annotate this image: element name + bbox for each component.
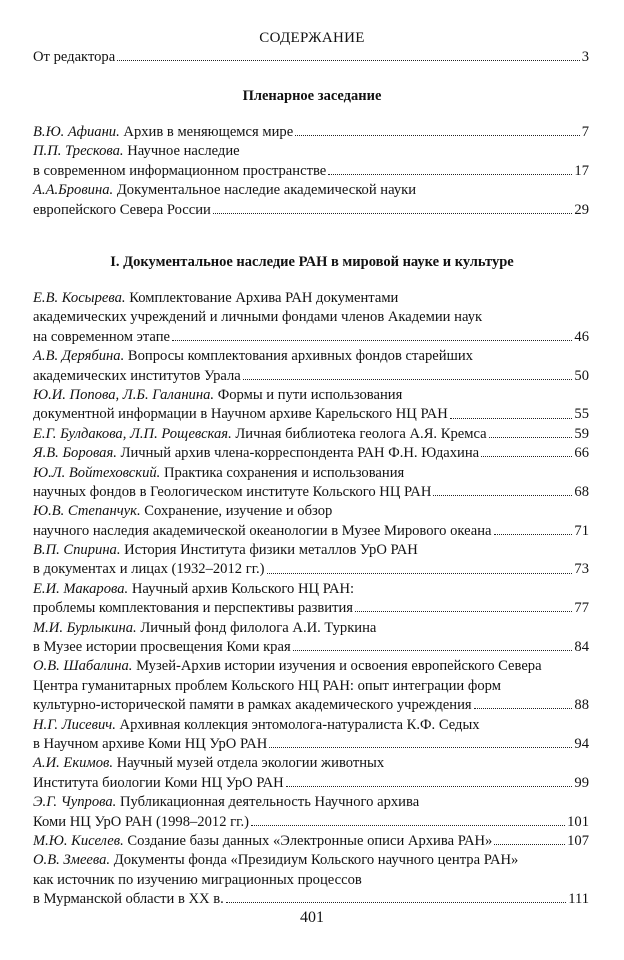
entry-author: О.В. Шабалина. (33, 658, 133, 675)
entry-title: Научный музей отдела экологии животных (116, 755, 385, 772)
leader-dots (489, 437, 573, 438)
toc-line (33, 328, 589, 347)
toc-entry (33, 464, 589, 503)
toc-line (33, 696, 589, 715)
toc-line (33, 464, 589, 483)
page-heading: СОДЕРЖАНИЕ (259, 30, 365, 46)
leader-dots (450, 418, 573, 419)
leader-dots (267, 573, 573, 574)
entry-title: Сохранение, изучение и обзор (144, 503, 333, 520)
toc-line (33, 716, 589, 735)
entry-text (33, 678, 501, 694)
entry-text (33, 638, 291, 657)
entry-text (33, 348, 473, 364)
leader-dots (295, 135, 580, 136)
toc-line (33, 386, 589, 405)
toc-entry (33, 851, 589, 909)
entry-text (33, 425, 487, 444)
toc-entry (33, 123, 589, 142)
toc-line (33, 181, 589, 200)
entry-title: проблемы комплектования и перспективы развития (33, 600, 353, 617)
entry-title: Документальное наследие академической науки (116, 182, 417, 199)
entry-text (33, 201, 211, 220)
leader-dots (494, 534, 573, 535)
entry-text (33, 542, 418, 558)
toc-line (33, 754, 589, 773)
entry-author: Н.Г. Лисевич. (33, 716, 116, 733)
entry-text (33, 483, 431, 502)
entry-text (33, 872, 362, 888)
entry-text (33, 620, 376, 636)
page-number: 401 (300, 909, 324, 926)
entry-title: академических институтов Урала (33, 367, 241, 384)
toc-entry (33, 142, 589, 181)
plenary-title: Пленарное заседание (242, 88, 382, 104)
toc-entry (33, 444, 589, 463)
entry-text (33, 405, 448, 424)
entry-page: 50 (574, 367, 589, 384)
entry-title: История Института физики металлов УрО РАН (124, 542, 418, 559)
section1-title: I. Документальное наследие РАН в мировой науке и культуре (110, 254, 514, 270)
entry-text (33, 309, 482, 325)
entry-title: Научный архив Кольского НЦ РАН: (131, 580, 355, 597)
leader-dots (269, 747, 572, 748)
entry-page: 55 (574, 406, 589, 423)
entry-title: научных фондов в Геологическом институте Кольского НЦ РАН (33, 483, 432, 500)
toc-entry (33, 754, 589, 793)
plenary-list (33, 123, 589, 220)
toc-line (33, 774, 589, 793)
entry-text (33, 794, 419, 810)
entry-author: М.Ю. Киселев. (33, 832, 124, 849)
toc-entry (33, 657, 589, 715)
entry-title: Института биологии Коми НЦ УрО РАН (33, 774, 284, 791)
entry-title: в Музее истории просвещения Коми края (33, 639, 291, 656)
toc-line (33, 483, 589, 502)
entry-page: 68 (574, 483, 589, 500)
toc-line (33, 793, 589, 812)
toc-line (33, 638, 589, 657)
leader-dots (213, 213, 573, 214)
toc-line (33, 48, 589, 67)
entry-page: 59 (574, 425, 589, 442)
toc-entry (33, 502, 589, 541)
entry-page: 71 (574, 522, 589, 539)
toc-line (33, 580, 589, 599)
entry-text (33, 735, 267, 754)
entry-author: В.П. Спирина. (33, 542, 121, 559)
entry-text (33, 444, 479, 463)
entry-text (33, 387, 402, 403)
entry-title: Личная библиотека геолога А.Я. Кремса (235, 425, 487, 442)
entry-page: 73 (574, 561, 589, 578)
entry-title: культурно-исторической памяти в рамках академического учреждения (33, 697, 472, 714)
entry-text (33, 290, 398, 306)
toc-line (33, 425, 589, 444)
entry-author: П.П. Трескова. (33, 143, 124, 160)
entry-title: Публикационная деятельность Научного архива (119, 794, 420, 811)
entry-title: на современном этапе (33, 328, 171, 345)
entry-title: Создание базы данных «Электронные описи Архива РАН» (127, 832, 493, 849)
entry-title: в современном информационном пространстве (33, 162, 327, 179)
entry-author: О.В. Змеева. (33, 852, 111, 869)
entry-title: в Научном архиве Коми НЦ УрО РАН (33, 735, 268, 752)
entry-author: А.А.Бровина. (33, 182, 114, 199)
entry-page: 3 (581, 49, 589, 65)
entry-page: 88 (574, 697, 589, 714)
entry-author: Ю.В. Степанчук. (33, 503, 141, 520)
leader-dots (243, 379, 573, 380)
entry-author: Е.Г. Булдакова, Л.П. Рощевская. (33, 425, 232, 442)
entry-text (33, 774, 284, 793)
toc-entry (33, 386, 589, 425)
leader-dots (293, 650, 573, 651)
entry-page: 107 (567, 832, 589, 849)
toc-entry (33, 289, 589, 347)
toc-line (33, 871, 589, 890)
entry-text (33, 581, 354, 597)
entry-text (33, 465, 404, 481)
entry-text (33, 143, 240, 159)
toc-entry (33, 832, 589, 851)
leader-dots (328, 174, 572, 175)
entry-title: Коми НЦ УрО РАН (1998–2012 гг.) (33, 813, 249, 830)
entry-title: в Мурманской области в XX в. (33, 891, 224, 908)
entry-page: 84 (574, 639, 589, 656)
toc-line (33, 502, 589, 521)
entry-page: 7 (581, 124, 589, 140)
entry-title: Личный фонд филолога А.И. Туркина (140, 619, 377, 636)
leader-dots (474, 708, 573, 709)
entry-page: 77 (574, 600, 589, 617)
entry-text (33, 560, 265, 579)
entry-author: Е.В. Косырева. (33, 290, 126, 306)
entry-author: Ю.Л. Войтеховский. (33, 464, 161, 481)
toc-line (33, 201, 589, 220)
toc-line (33, 405, 589, 424)
entry-text (33, 123, 293, 142)
leader-dots (433, 495, 572, 496)
toc-line (33, 444, 589, 463)
toc-entry (33, 541, 589, 580)
entry-text (33, 755, 384, 771)
toc-line (33, 308, 589, 327)
leader-dots (251, 825, 565, 826)
toc-line (33, 123, 589, 142)
entry-title: Вопросы комплектования архивных фондов старейших (127, 348, 473, 365)
toc-line (33, 367, 589, 386)
toc-line (33, 289, 589, 308)
toc-line (33, 619, 589, 638)
entry-title: Формы и пути использования (217, 386, 403, 403)
toc-entry (33, 347, 589, 386)
entry-title: Научное наследие (127, 143, 240, 160)
entry-title: Личный архив члена-корреспондента РАН Ф.Н. Юдахина (120, 445, 480, 462)
entry-text (33, 890, 224, 909)
entry-text (33, 813, 249, 832)
entry-title: Комплектование Архива РАН документами (129, 290, 399, 306)
entry-text (33, 162, 326, 181)
entry-author: Э.Г. Чупрова. (33, 794, 117, 811)
entry-text (33, 717, 480, 733)
entry-text (33, 599, 353, 618)
entry-author: Е.И. Макарова. (33, 580, 129, 597)
entry-title: От редактора (33, 49, 116, 65)
entry-text (33, 522, 492, 541)
toc-line (33, 347, 589, 366)
toc-line (33, 890, 589, 909)
toc-line (33, 813, 589, 832)
toc-entry (33, 716, 589, 755)
leader-dots (494, 844, 565, 845)
toc-line (33, 851, 589, 870)
entry-title: академических учреждений и личными фондами членов Академии наук (33, 309, 483, 326)
toc-line (33, 677, 589, 696)
entry-title: документной информации в Научном архиве Карельского НЦ РАН (33, 406, 448, 423)
entry-title: европейского Севера России (33, 201, 211, 218)
entry-page: 101 (567, 813, 589, 830)
toc-line (33, 599, 589, 618)
leader-dots (481, 456, 572, 457)
toc-entry (33, 181, 589, 220)
toc-line (33, 142, 589, 161)
entry-page: 66 (574, 445, 589, 462)
section1-list (33, 289, 589, 910)
toc-entry (33, 619, 589, 658)
entry-text (33, 503, 332, 519)
entry-page: 46 (574, 328, 589, 345)
entry-title: как источник по изучению миграционных процессов (33, 871, 362, 888)
entry-title: Документы фонда «Президиум Кольского научного центра РАН» (113, 852, 519, 869)
entry-text (33, 328, 170, 347)
entry-page: 94 (574, 735, 589, 752)
entry-page: 99 (574, 774, 589, 791)
leader-dots (117, 60, 579, 61)
entry-title: Архивная коллекция энтомолога-натуралиста К.Ф. Седых (119, 716, 480, 733)
entry-title: Практика сохранения и использования (163, 464, 405, 481)
toc-line (33, 657, 589, 676)
entry-author: А.В. Дерябина. (33, 348, 125, 365)
entry-title: научного наследия академической океанологии в Музее Мирового океана (33, 522, 492, 539)
toc-line (33, 522, 589, 541)
entry-author: М.И. Бурлыкина. (33, 619, 137, 636)
entry-title: в документах и лицах (1932–2012 гг.) (33, 561, 265, 578)
toc-line (33, 832, 589, 851)
toc-line (33, 560, 589, 579)
entry-title: Музей-Архив истории изучения и освоения европейского Севера (136, 658, 542, 675)
entry-author: В.Ю. Афиани. (33, 124, 120, 140)
entry-page: 17 (574, 162, 589, 179)
toc-entry (33, 425, 589, 444)
toc-line (33, 735, 589, 754)
entry-page: 29 (574, 201, 589, 218)
entry-text (33, 367, 241, 386)
entry-title: Архив в меняющемся мире (123, 124, 294, 140)
leader-dots (355, 611, 572, 612)
entry-author: А.И. Екимов. (33, 755, 114, 772)
leader-dots (172, 340, 572, 341)
entry-text (33, 182, 416, 198)
leader-dots (286, 786, 573, 787)
entry-author: Я.В. Боровая. (33, 445, 117, 462)
entry-text (33, 832, 492, 851)
entry-text (33, 658, 542, 674)
entry-author: Ю.И. Попова, Л.Б. Галанина. (33, 386, 215, 403)
toc-entry (33, 793, 589, 832)
toc-entry (33, 580, 589, 619)
intro-entry (33, 48, 589, 67)
toc-line (33, 162, 589, 181)
entry-page: 111 (568, 891, 589, 908)
entry-text (33, 852, 518, 868)
entry-text (33, 696, 472, 715)
leader-dots (226, 902, 566, 903)
entry-title: Центра гуманитарных проблем Кольского НЦ РАН: опыт интеграции форм (33, 677, 501, 694)
toc-line (33, 541, 589, 560)
